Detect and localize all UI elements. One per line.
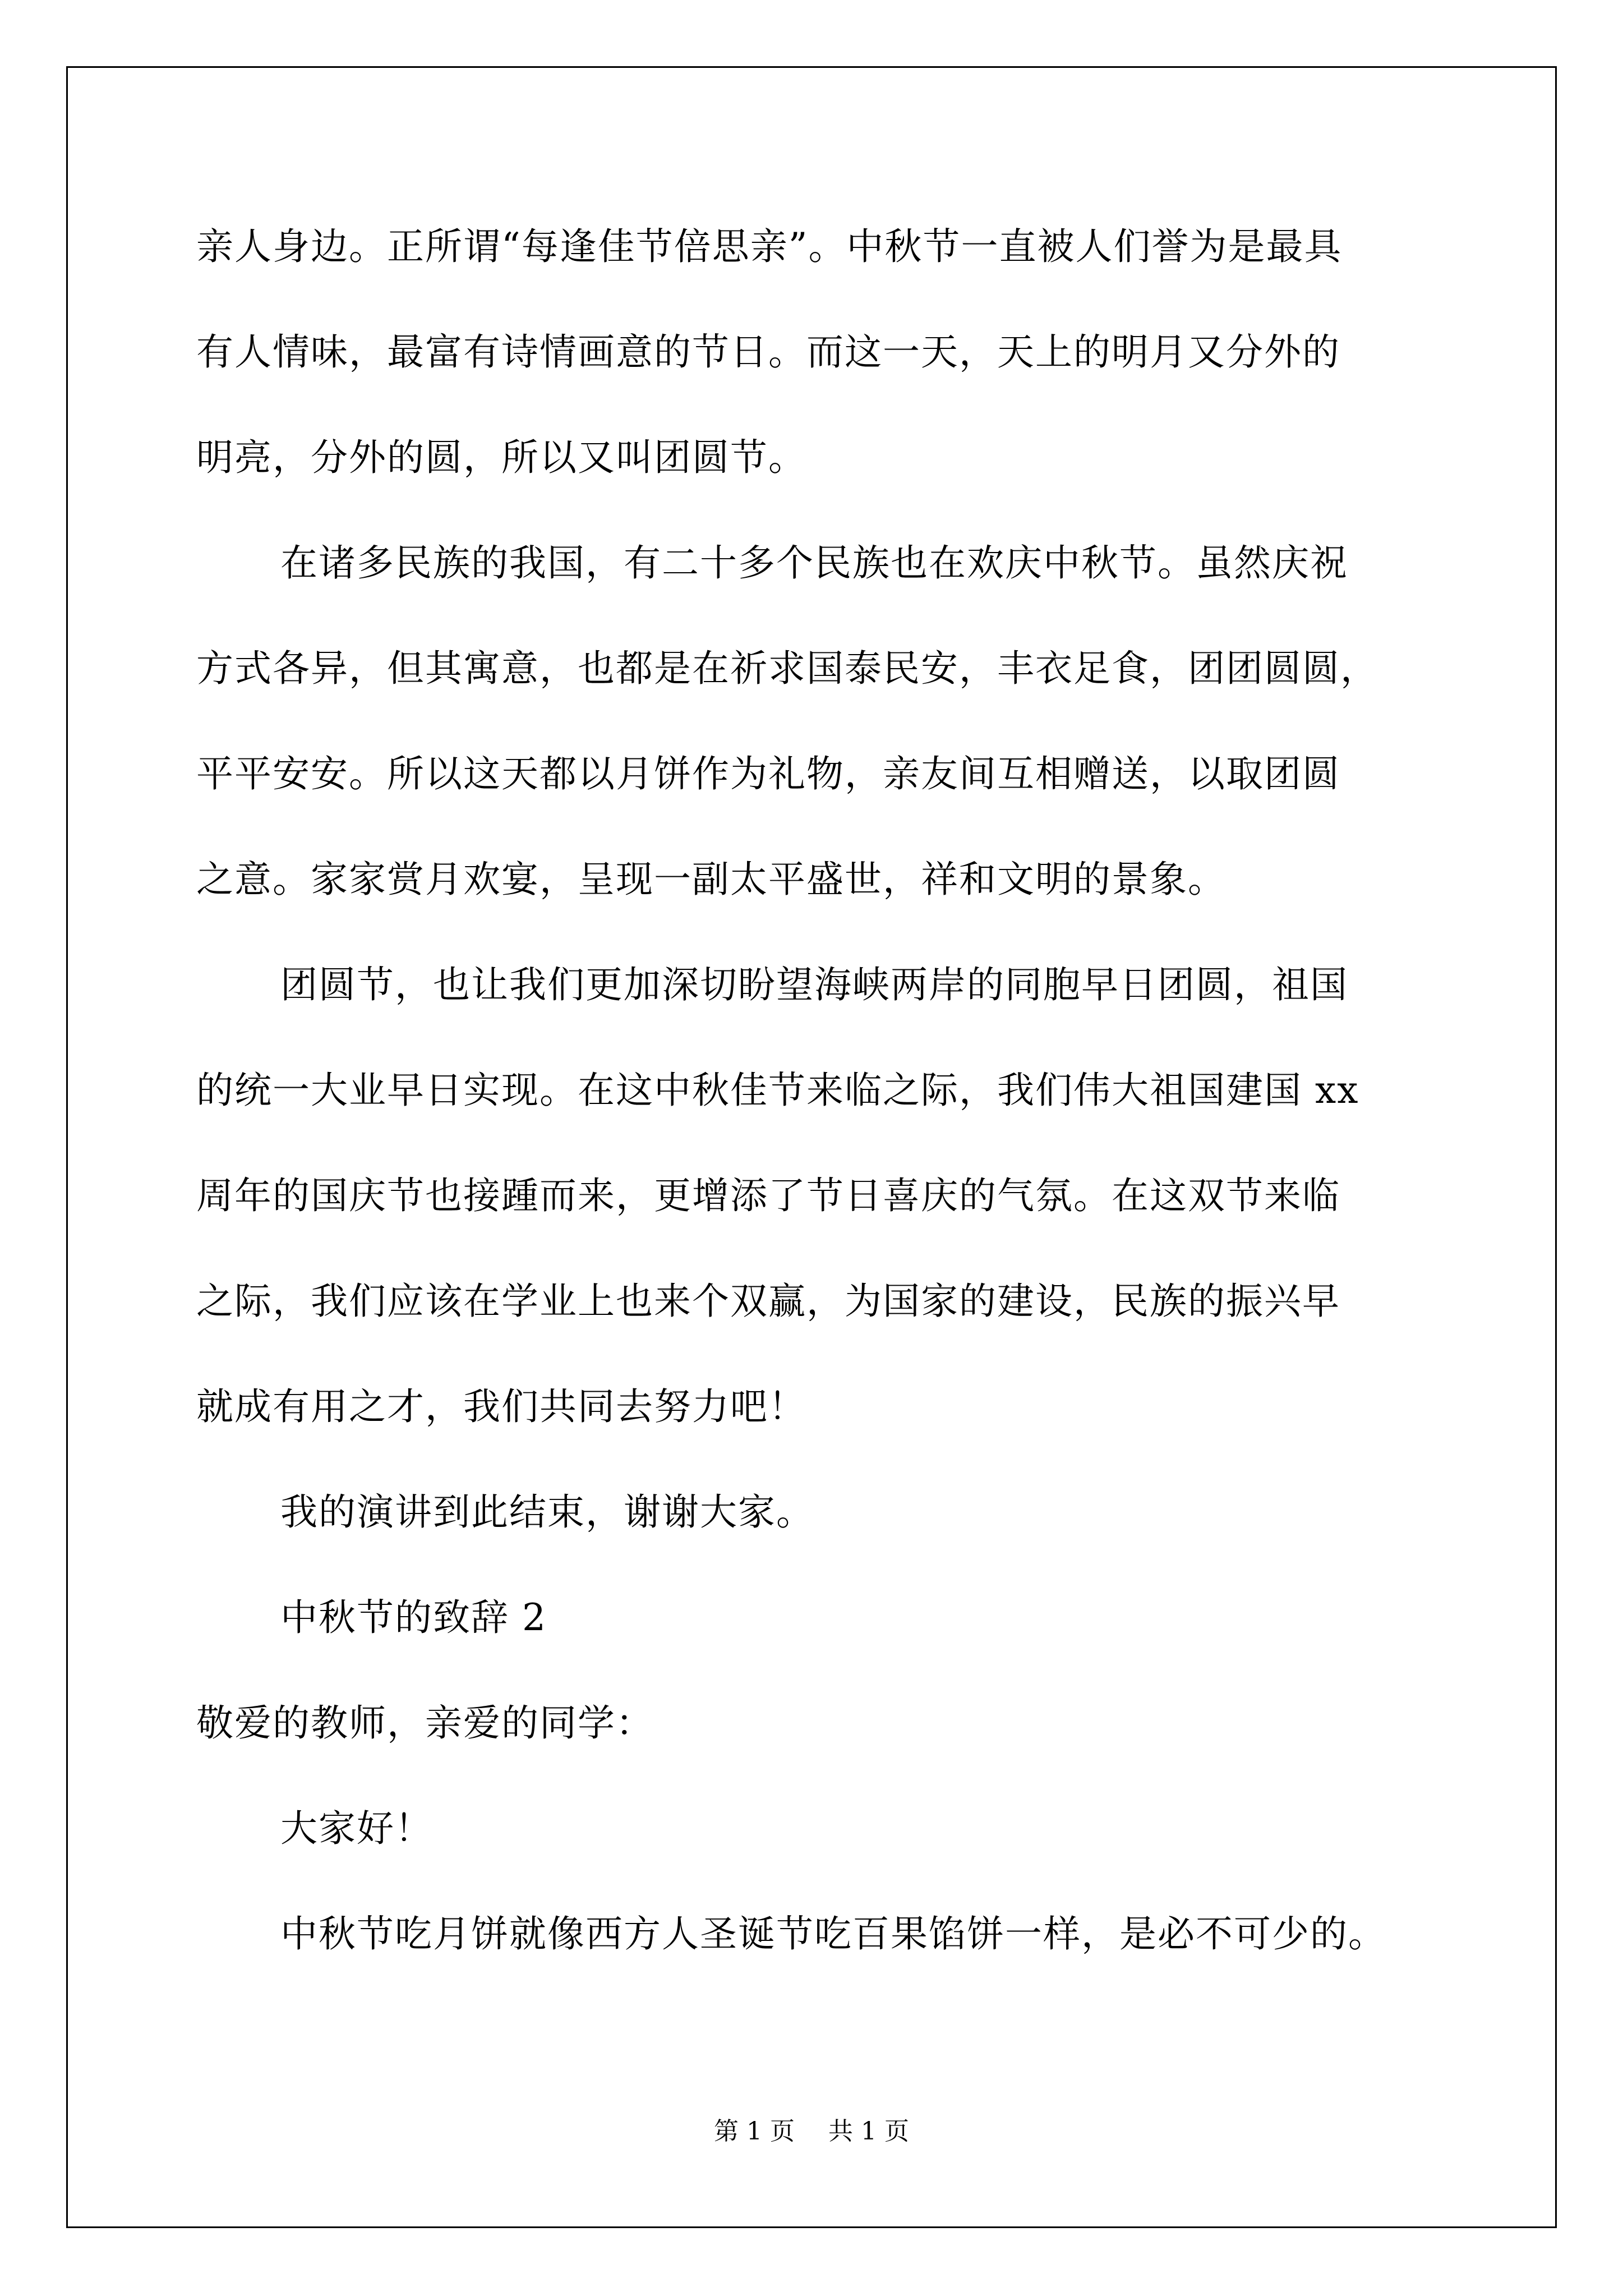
- page-total: 共 1 页: [828, 2117, 909, 2146]
- salutation: 敬爱的教师，亲爱的同学：: [196, 1701, 654, 1745]
- paragraph-start: 团圆节，也让我们更加深切盼望海峡两岸的同胞早日团圆，祖国: [280, 963, 1348, 1006]
- text-line: 之意。家家赏月欢宴，呈现一副太平盛世，祥和文明的景象。: [196, 858, 1226, 901]
- paragraph-start: 中秋节吃月饼就像西方人圣诞节吃百果馅饼一样，是必不可少的。: [280, 1912, 1386, 1955]
- text-line: 明亮，分外的圆，所以又叫团圆节。: [196, 436, 806, 479]
- greeting: 大家好！: [280, 1807, 433, 1850]
- text-line: 之际，我们应该在学业上也来个双赢，为国家的建设，民族的振兴早: [196, 1280, 1340, 1323]
- text-line: 方式各异，但其寓意，也都是在祈求国泰民安，丰衣足食，团团圆圆，: [196, 647, 1378, 690]
- paragraph-start: 在诸多民族的我国，有二十多个民族也在欢庆中秋节。虽然庆祝: [280, 541, 1348, 585]
- text-line: 的统一大业早日实现。在这中秋佳节来临之际，我们伟大祖国建国 xx: [196, 1069, 1359, 1112]
- page-number: 第 1 页: [714, 2117, 795, 2146]
- text-line: 就成有用之才，我们共同去努力吧！: [196, 1385, 806, 1428]
- page-footer: [0, 2115, 1623, 2148]
- text-line: 周年的国庆节也接踵而来，更增添了节日喜庆的气氛。在这双节来临: [196, 1174, 1340, 1217]
- text-line: 亲人身边。正所谓“每逢佳节倍思亲”。中秋节一直被人们誉为是最具: [196, 225, 1343, 268]
- page-border: [66, 66, 1557, 2228]
- closing-line: 我的演讲到此结束，谢谢大家。: [280, 1490, 814, 1534]
- section-title: 中秋节的致辞 2: [280, 1596, 547, 1639]
- text-line: 有人情味，最富有诗情画意的节日。而这一天，天上的明月又分外的: [196, 330, 1340, 374]
- text-line: 平平安安。所以这天都以月饼作为礼物，亲友间互相赠送，以取团圆: [196, 752, 1340, 795]
